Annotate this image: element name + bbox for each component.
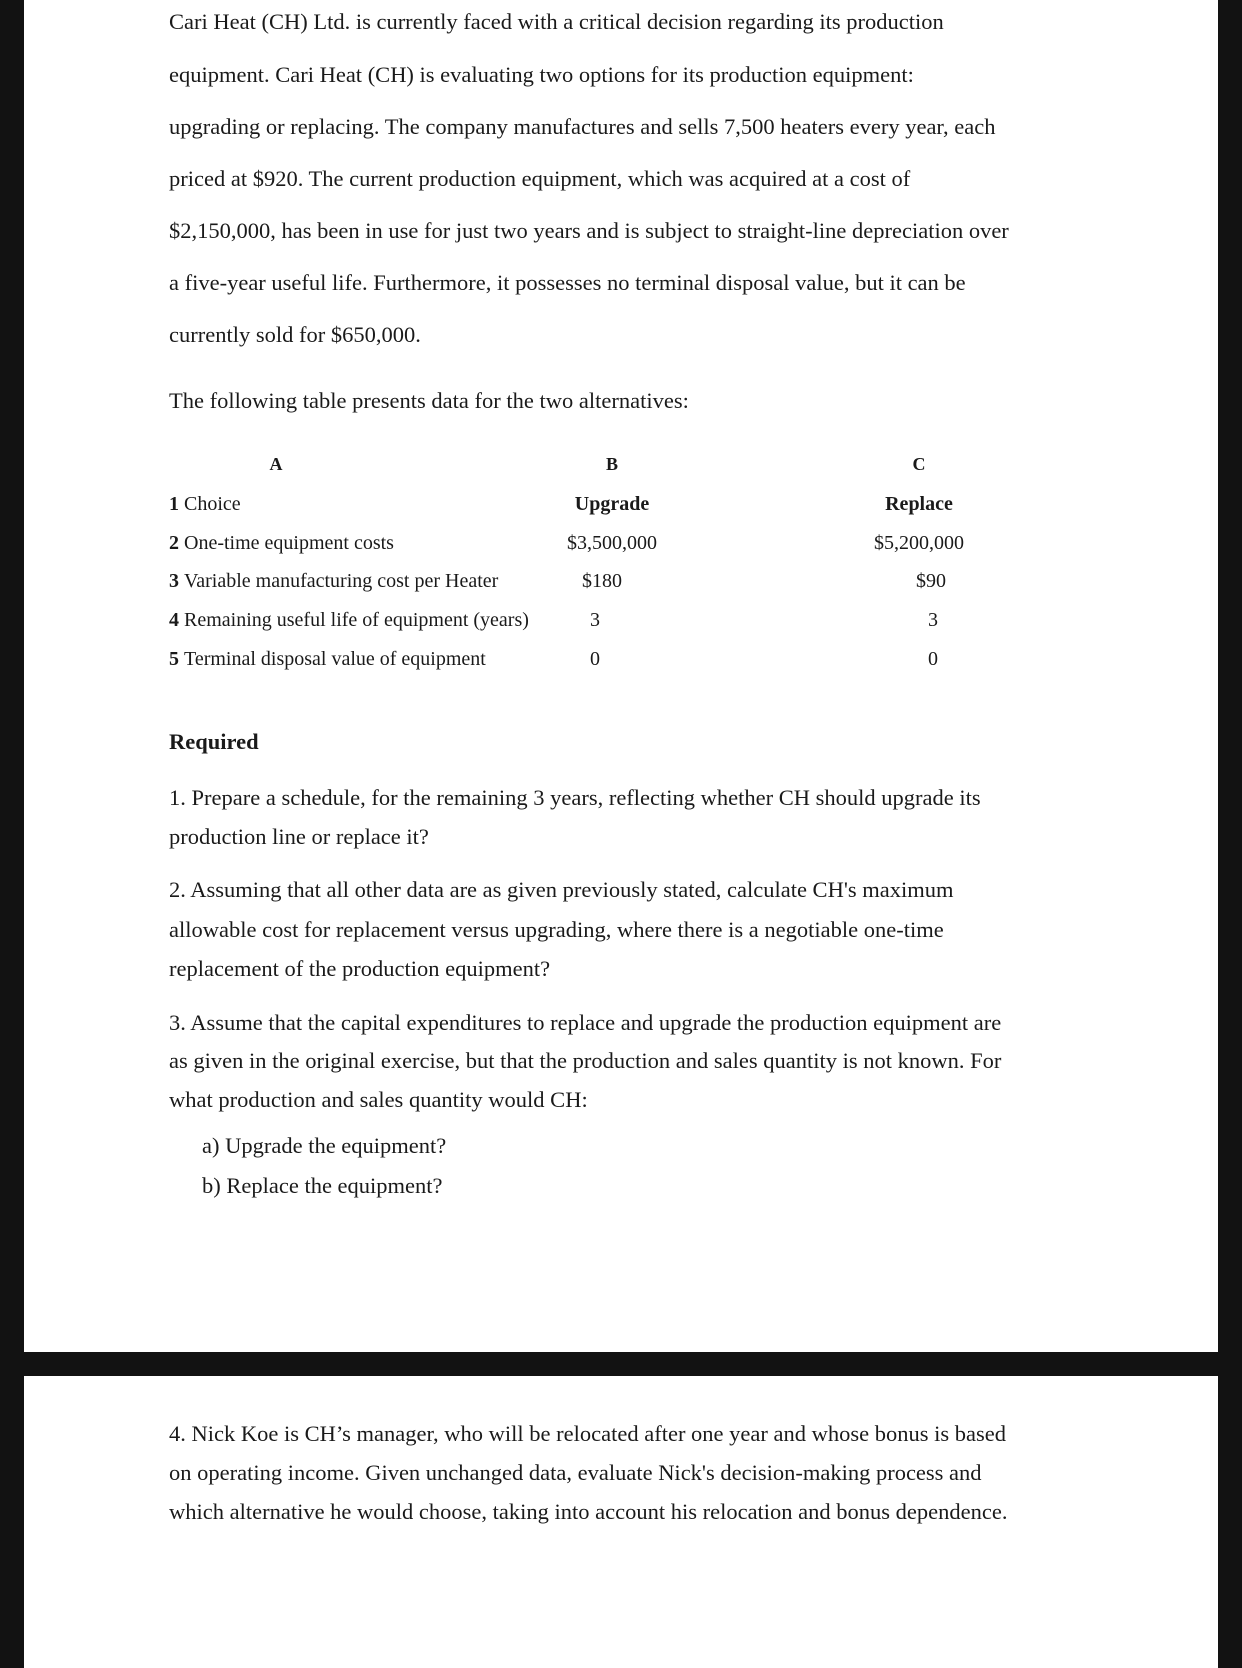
row-label: Variable manufacturing cost per Heater <box>184 570 499 592</box>
table-row <box>169 607 529 633</box>
intro-line: equipment. Cari Heat (CH) is evaluating two options for its production equipment: <box>169 62 914 87</box>
row-label: Choice <box>184 493 241 515</box>
question-line: 2. Assuming that all other data are as given previously stated, calculate CH's maximum <box>169 877 954 902</box>
row-label: Terminal disposal value of equipment <box>184 648 486 670</box>
replace-value: 3 <box>928 609 938 631</box>
replace-value: Replace <box>885 493 953 515</box>
intro-line: $2,150,000, has been in use for just two years and is subject to straight-line depreciation over <box>169 218 1009 243</box>
document-page-1 <box>24 0 1218 1352</box>
row-number: 2 <box>169 532 184 554</box>
row-number: 5 <box>169 648 184 670</box>
upgrade-value: $3,500,000 <box>567 532 657 554</box>
table-row <box>169 568 498 594</box>
upgrade-value: $180 <box>582 570 622 592</box>
row-number: 4 <box>169 609 184 631</box>
row-label: One-time equipment costs <box>184 532 394 554</box>
table-row <box>169 530 394 556</box>
table-row <box>169 646 486 672</box>
intro-line: priced at $920. The current production equipment, which was acquired at a cost of <box>169 166 911 191</box>
question-line: as given in the original exercise, but that the production and sales quantity is not known. For <box>169 1048 1002 1073</box>
replace-value: $90 <box>916 570 946 592</box>
column-header-c: C <box>912 454 926 474</box>
document-page-2 <box>24 1376 1218 1668</box>
intro-line: a five-year useful life. Furthermore, it possesses no terminal disposal value, but it can be <box>169 270 966 295</box>
question-line: on operating income. Given unchanged data, evaluate Nick's decision-making process and <box>169 1460 982 1485</box>
row-number: 3 <box>169 570 184 592</box>
upgrade-value: 3 <box>590 609 600 631</box>
required-heading: Required <box>169 729 259 754</box>
question-line: 4. Nick Koe is CH’s manager, who will be relocated after one year and whose bonus is based <box>169 1421 1006 1446</box>
question-line: what production and sales quantity would CH: <box>169 1087 588 1112</box>
table-intro: The following table presents data for the two alternatives: <box>169 388 689 413</box>
column-header-b: B <box>605 454 619 474</box>
row-number: 1 <box>169 493 184 515</box>
replace-value: 0 <box>928 648 938 670</box>
replace-value: $5,200,000 <box>874 532 964 554</box>
question-line: allowable cost for replacement versus upgrading, where there is a negotiable one-time <box>169 917 944 942</box>
table-row <box>169 491 241 517</box>
row-label: Remaining useful life of equipment (years) <box>184 609 529 631</box>
intro-line: currently sold for $650,000. <box>169 322 421 347</box>
intro-line: Cari Heat (CH) Ltd. is currently faced with a critical decision regarding its production <box>169 9 944 34</box>
question-line: production line or replace it? <box>169 824 429 849</box>
question-line: replacement of the production equipment? <box>169 956 551 981</box>
question-3-option-b: b) Replace the equipment? <box>202 1173 443 1198</box>
intro-line: upgrading or replacing. The company manufactures and sells 7,500 heaters every year, each <box>169 114 996 139</box>
upgrade-value: 0 <box>590 648 600 670</box>
question-line: 3. Assume that the capital expenditures to replace and upgrade the production equipment are <box>169 1010 1002 1035</box>
question-line: which alternative he would choose, taking into account his relocation and bonus dependence. <box>169 1499 1008 1524</box>
question-line: 1. Prepare a schedule, for the remaining 3 years, reflecting whether CH should upgrade its <box>169 785 981 810</box>
upgrade-value: Upgrade <box>574 493 650 515</box>
question-3-option-a: a) Upgrade the equipment? <box>202 1133 447 1158</box>
column-header-a: A <box>269 454 283 474</box>
